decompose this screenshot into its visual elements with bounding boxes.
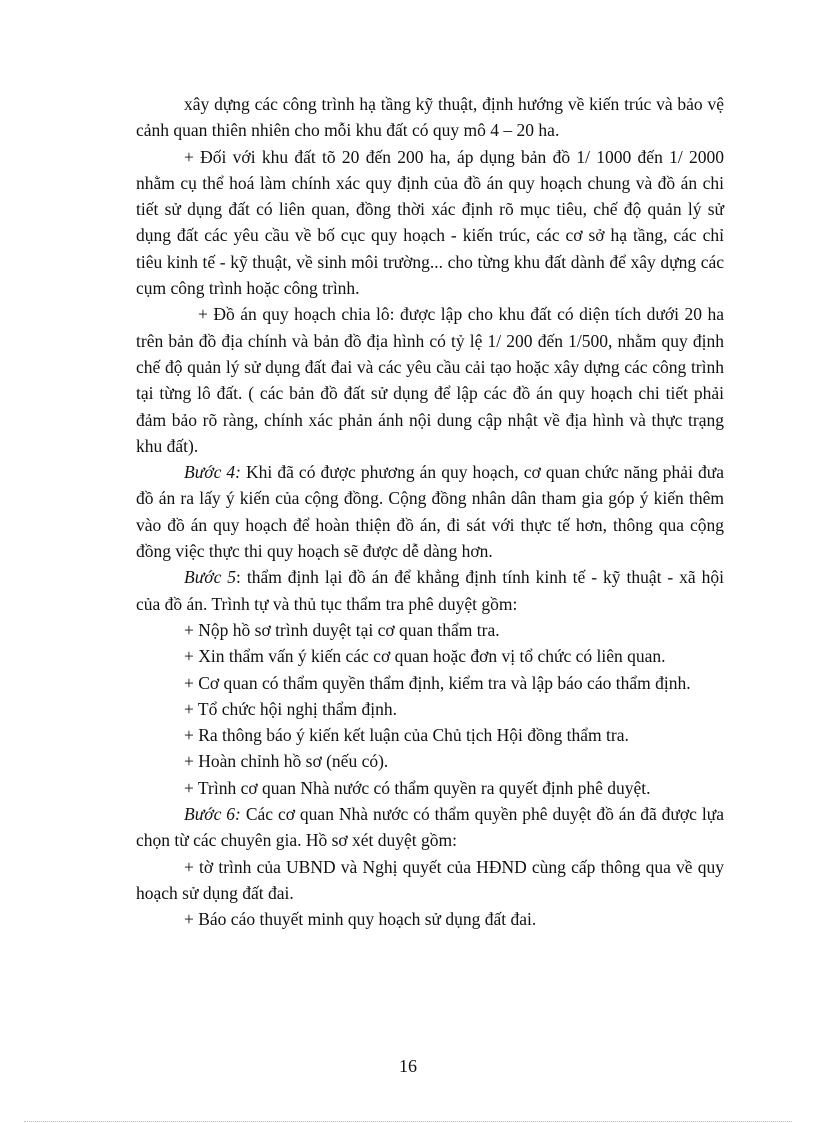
- paragraph-step-6: Bước 6: Các cơ quan Nhà nước có thẩm quyền phê duyệt đồ án đã được lựa chọn từ các chuyên gia. Hồ sơ xét duyệt gồm:: [136, 804, 724, 851]
- paragraph: + Đồ án quy hoạch chia lô: được lập cho khu đất có diện tích dưới 20 ha trên bản đồ địa chính và bản đồ địa hình có tỷ lệ 1/ 200 đến 1/500, nhằm quy định chế độ quản lý sử dụng đất đai và các yêu cầu cải tạo hoặc xây dựng các công trình tại từng lô đất. ( các bản đồ đất sử dụng để lập các đồ án quy hoạch chi tiết phải đảm bảo rõ ràng, chính xác phản ánh nội dung cập nhật về địa hình và thực trạng khu đất).: [136, 304, 724, 456]
- list-item: + tờ trình của UBND và Nghị quyết của HĐND cùng cấp thông qua về quy hoạch sử dụng đất đai.: [136, 856, 724, 903]
- list-item: + Trình cơ quan Nhà nước có thẩm quyền ra quyết định phê duyệt.: [184, 777, 651, 798]
- body-text: [136, 91, 724, 933]
- step-label: Bước 4:: [184, 462, 241, 483]
- list-item: + Hoàn chỉnh hồ sơ (nếu có).: [184, 751, 389, 772]
- paragraph-step-5: Bước 5: thẩm định lại đồ án để khẳng định tính kinh tế - kỹ thuật - xã hội của đồ án. Trình tự và thủ tục thẩm tra phê duyệt gồm:: [136, 567, 724, 614]
- paragraph: xây dựng các công trình hạ tầng kỹ thuật, định hướng về kiến trúc và bảo vệ cảnh quan thiên nhiên cho mỗi khu đất có quy mô 4 – 20 ha.: [136, 94, 724, 141]
- step-label: Bước 6:: [184, 804, 241, 825]
- page-number: 16: [399, 1056, 417, 1076]
- page-bottom-divider: [24, 1121, 792, 1122]
- list-item: + Tổ chức hội nghị thẩm định.: [184, 698, 397, 719]
- list-item: + Cơ quan có thẩm quyền thẩm định, kiểm tra và lập báo cáo thẩm định.: [184, 672, 691, 693]
- list-item: + Ra thông báo ý kiến kết luận của Chủ tịch Hội đồng thẩm tra.: [184, 725, 629, 746]
- list-item: + Báo cáo thuyết minh quy hoạch sử dụng đất đai.: [184, 909, 537, 930]
- list-item: + Nộp hồ sơ trình duyệt tại cơ quan thẩm tra.: [184, 619, 500, 640]
- paragraph: + Đối với khu đất tõ 20 đến 200 ha, áp dụng bản đồ 1/ 1000 đến 1/ 2000 nhằm cụ thể hoá làm chính xác quy định của đồ án quy hoạch chung và đồ án chi tiết sử dụng đất có liên quan, đồng thời xác định rõ mục tiêu, chế độ quản lý sử dụng đất các yêu cầu về bố cục quy hoạch - kiến trúc, các cơ sở hạ tầng, các chỉ tiêu kinh tế - kỹ thuật, về sinh môi trường... cho từng khu đất dành để xây dựng các cụm công trình hoặc công trình.: [136, 146, 724, 299]
- paragraph-step-4: Bước 4: Khi đã có được phương án quy hoạch, cơ quan chức năng phải đưa đồ án ra lấy ý kiến của cộng đồng. Cộng đồng nhân dân tham gia góp ý kiến thêm vào đồ án quy hoạch để hoàn thiện đồ án, đi sát với thực tế hơn, thông qua cộng đồng việc thực thi quy hoạch sẽ được dễ dàng hơn.: [136, 462, 724, 562]
- step-label: Bước 5: [184, 567, 237, 588]
- list-item: + Xin thẩm vấn ý kiến các cơ quan hoặc đơn vị tổ chức có liên quan.: [184, 646, 666, 667]
